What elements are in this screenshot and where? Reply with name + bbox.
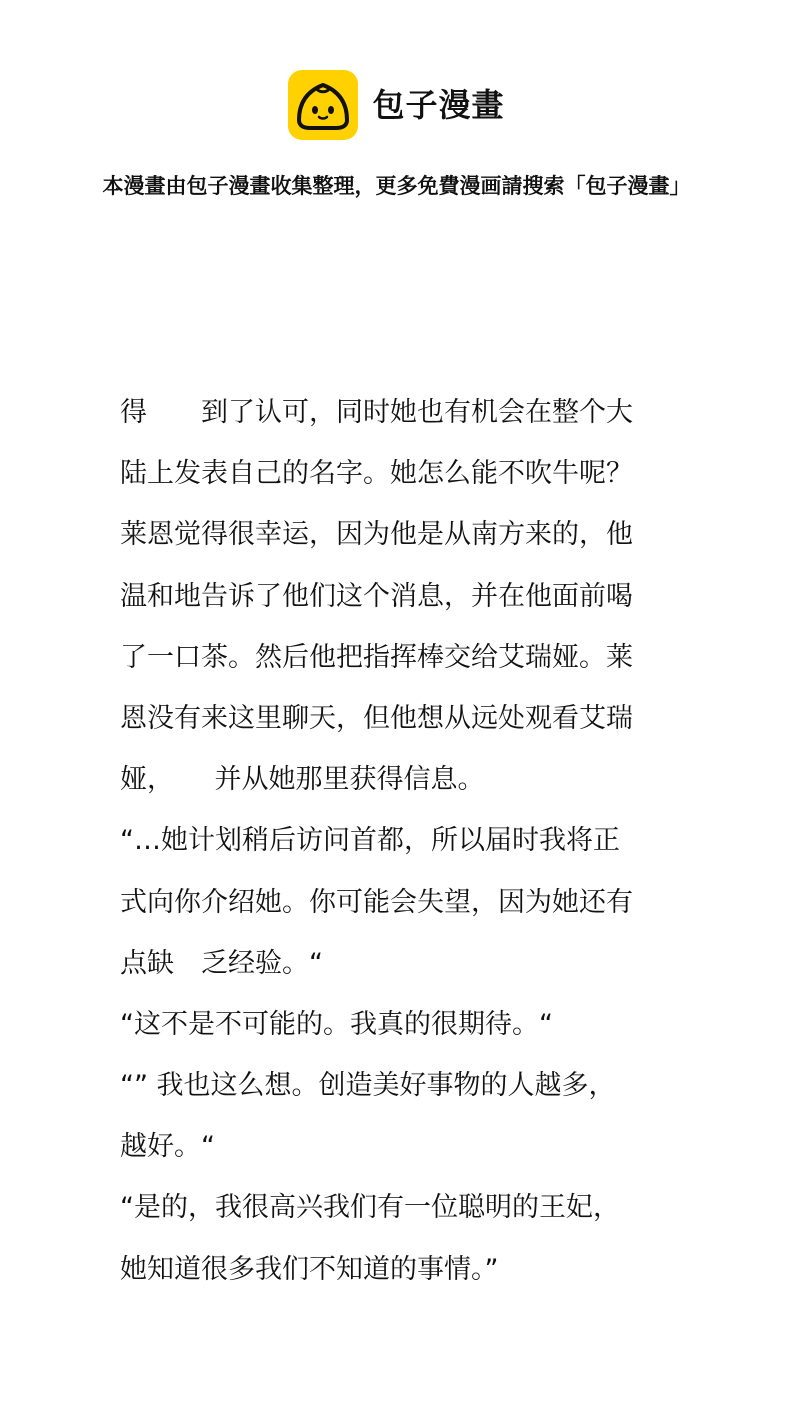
story-line: 温和地告诉了他们这个消息，并在他面前喝 [120, 580, 633, 612]
source-notice: 本漫畫由包子漫畫收集整理，更多免費漫画請搜索「包子漫畫」 [102, 174, 691, 198]
story-line: 娅， 并从她那里获得信息。 [120, 764, 485, 796]
story-line: “这不是不可能的。我真的很期待。“ [120, 1008, 553, 1040]
story-line: 她知道很多我们不知道的事情。” [120, 1253, 499, 1285]
story-line: 了一口茶。然后他把指挥棒交给艾瑞娅。莱 [120, 641, 633, 673]
story-line: “” 我也这么想。创造美好事物的人越多， [120, 1070, 616, 1102]
story-line: “是的，我很高兴我们有一位聪明的王妃， [120, 1192, 620, 1224]
steamed-bun-icon [288, 70, 358, 140]
story-line: 陆上发表自己的名字。她怎么能不吹牛呢？ [120, 458, 633, 490]
story-line: 式向你介绍她。你可能会失望，因为她还有 [120, 886, 633, 918]
story-line: 点缺 乏经验。“ [120, 947, 323, 979]
story-text [120, 382, 700, 1300]
story-line: “…她计划稍后访问首都，所以届时我将正 [120, 825, 620, 857]
story-line: 恩没有来这里聊天，但他想从远处观看艾瑞 [120, 702, 633, 734]
story-line: 越好。“ [120, 1131, 215, 1163]
site-brand [0, 70, 793, 140]
brand-name: 包子漫畫 [372, 86, 505, 124]
story-line: 得 到了认可，同时她也有机会在整个大 [120, 397, 633, 428]
brand-lockup [288, 70, 504, 140]
story-line: 莱恩觉得很幸运，因为他是从南方来的，他 [120, 519, 633, 551]
